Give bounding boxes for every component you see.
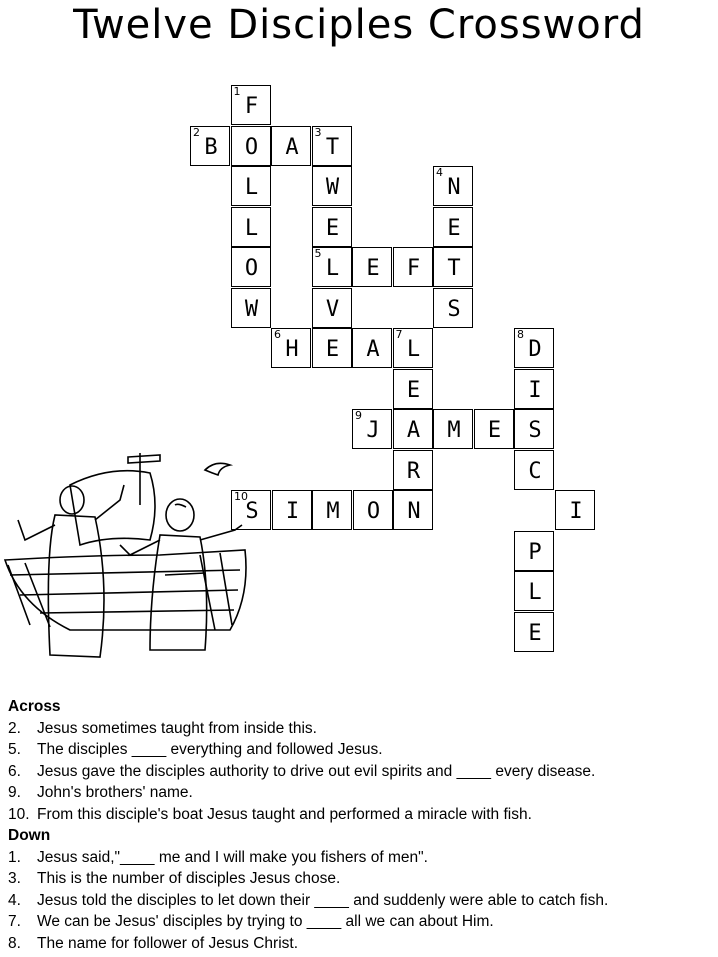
grid-cell[interactable]	[272, 490, 312, 530]
clue-item-number: 8.	[8, 934, 21, 952]
clue-item-text: Jesus sometimes taught from inside this.	[37, 719, 317, 737]
cell-letter: O	[244, 134, 259, 160]
grid-cell[interactable]	[231, 85, 271, 125]
page-title: Twelve Disciples Crossword	[73, 2, 645, 48]
clue-list	[8, 696, 713, 954]
clue-item-number: 4.	[8, 891, 21, 909]
clue-number: 2	[193, 125, 200, 139]
grid-cell[interactable]	[393, 409, 433, 449]
cell-letter: W	[325, 175, 340, 200]
clue-item-number: 7.	[8, 913, 21, 930]
clue-number: 9	[355, 409, 362, 422]
cell-letter: D	[528, 337, 542, 362]
grid-cell[interactable]	[312, 207, 352, 247]
grid-cell[interactable]	[271, 126, 311, 166]
clue-item	[8, 718, 713, 740]
grid-cell[interactable]	[514, 531, 554, 571]
cell-letter: L	[244, 215, 259, 241]
cell-letter: F	[244, 94, 259, 119]
grid-cell[interactable]	[514, 571, 554, 611]
cell-letter: S	[528, 418, 542, 443]
grid-cell[interactable]	[393, 328, 433, 368]
cell-letter: L	[528, 580, 542, 605]
cell-letter: E	[487, 418, 502, 443]
grid-cell[interactable]	[514, 450, 554, 490]
grid-cell[interactable]	[514, 612, 554, 652]
cell-letter: E	[528, 620, 542, 646]
clue-item	[8, 804, 713, 826]
clue-item-number: 5.	[8, 741, 21, 758]
cell-letter: R	[406, 458, 421, 484]
cell-letter: P	[528, 539, 542, 565]
grid-cell[interactable]	[190, 126, 230, 166]
cell-letter: E	[447, 215, 461, 241]
grid-cell[interactable]	[312, 490, 352, 530]
cell-letter: N	[407, 499, 421, 524]
clue-item	[8, 847, 713, 869]
cell-letter: A	[406, 418, 421, 443]
grid-cell[interactable]	[231, 207, 271, 247]
cell-letter: L	[325, 256, 340, 281]
cell-letter: V	[325, 296, 340, 322]
grid-cell[interactable]	[433, 247, 473, 287]
across-clues	[8, 718, 713, 826]
clue-item-number: 1.	[8, 848, 21, 866]
grid-cell[interactable]	[271, 328, 311, 368]
clue-item-number: 2.	[8, 719, 21, 737]
grid-cell[interactable]	[393, 247, 433, 287]
clue-item	[8, 911, 713, 933]
clue-item-text: This is the number of disciples Jesus chose.	[37, 870, 341, 887]
cell-letter: T	[447, 256, 461, 281]
clue-item-text: The disciples ____ everything and followed Jesus.	[37, 741, 383, 758]
cell-letter: F	[406, 256, 421, 281]
clue-number: 7	[395, 328, 403, 341]
grid-cell[interactable]	[555, 490, 595, 530]
grid-cell[interactable]	[514, 369, 554, 409]
grid-cell[interactable]	[231, 288, 271, 328]
grid-cell[interactable]	[231, 247, 271, 287]
clue-item-text: Jesus told the disciples to let down their ____ and suddenly were able to catch fish.	[37, 891, 609, 909]
cell-letter: S	[447, 296, 461, 322]
cell-letter: I	[285, 499, 300, 524]
boat-illustration	[0, 445, 260, 665]
clue-item-number: 3.	[8, 870, 21, 887]
grid-cell[interactable]	[352, 409, 392, 449]
grid-cell[interactable]	[474, 409, 514, 449]
cell-letter: L	[244, 175, 259, 200]
cell-letter: H	[285, 337, 299, 362]
clue-item	[8, 782, 713, 804]
grid-cell[interactable]	[353, 490, 393, 530]
cell-letter: I	[528, 377, 542, 403]
grid-cell[interactable]	[231, 166, 271, 206]
cell-letter: E	[325, 215, 340, 241]
grid-cell[interactable]	[433, 409, 473, 449]
cell-letter: E	[325, 337, 340, 362]
grid-cell[interactable]	[231, 126, 271, 166]
clue-number: 3	[314, 125, 322, 139]
clue-number: 1	[233, 85, 241, 98]
clue-item-text: From this disciple's boat Jesus taught and performed a miracle with fish.	[37, 805, 532, 823]
clue-item-text: Jesus gave the disciples authority to drive out evil spirits and ____ every disease.	[37, 762, 596, 780]
clue-item-number: 10.	[8, 805, 30, 823]
grid-cell[interactable]	[393, 369, 433, 409]
clue-number: 10	[234, 490, 248, 503]
cell-letter: J	[366, 418, 380, 443]
cell-letter: E	[366, 256, 380, 281]
clue-item-text: Jesus said,"____ me and I will make you fishers of men".	[37, 848, 428, 866]
cell-letter: I	[569, 499, 583, 524]
clue-item	[8, 761, 713, 783]
cell-letter: N	[447, 175, 461, 200]
cell-letter: A	[366, 337, 380, 362]
clue-number: 8	[517, 328, 524, 341]
clue-number: 4	[436, 166, 443, 179]
cell-letter: B	[204, 134, 218, 160]
grid-cell[interactable]	[312, 328, 352, 368]
clue-item-number: 9.	[8, 784, 21, 801]
clue-item	[8, 890, 713, 912]
cell-letter: E	[406, 377, 421, 403]
cell-letter: S	[245, 499, 259, 524]
grid-cell[interactable]	[352, 247, 392, 287]
clue-item	[8, 933, 713, 955]
grid-cell[interactable]	[312, 166, 352, 206]
grid-cell[interactable]	[433, 166, 473, 206]
cell-letter: W	[244, 296, 259, 322]
cell-letter: A	[285, 134, 299, 160]
grid-cell[interactable]	[433, 207, 473, 247]
cell-letter: T	[325, 134, 340, 160]
cell-letter: C	[528, 458, 542, 484]
grid-cell[interactable]	[433, 288, 473, 328]
clue-item	[8, 739, 713, 761]
down-clues	[8, 847, 713, 955]
down-heading: Down	[8, 827, 51, 844]
grid-cell[interactable]	[312, 288, 352, 328]
cell-letter: M	[447, 418, 461, 443]
clue-number: 5	[314, 247, 322, 260]
grid-cell[interactable]	[312, 126, 352, 166]
clue-item-text: We can be Jesus' disciples by trying to ____ all we can about Him.	[37, 913, 494, 930]
cell-letter: M	[326, 499, 340, 524]
grid-cell[interactable]	[393, 450, 433, 490]
clue-item	[8, 868, 713, 890]
grid-cell[interactable]	[352, 328, 392, 368]
grid-cell[interactable]	[312, 247, 352, 287]
cell-letter: L	[406, 337, 421, 362]
cell-letter: O	[366, 499, 381, 524]
clue-item-text: John's brothers' name.	[37, 784, 193, 801]
clue-item-text: The name for follower of Jesus Christ.	[37, 934, 299, 952]
cell-letter: O	[244, 256, 259, 281]
clue-item-number: 6.	[8, 762, 21, 780]
clue-number: 6	[274, 328, 281, 341]
across-heading: Across	[8, 698, 61, 715]
grid-cell[interactable]	[514, 409, 554, 449]
grid-cell[interactable]	[514, 328, 554, 368]
grid-cell[interactable]	[393, 490, 433, 530]
